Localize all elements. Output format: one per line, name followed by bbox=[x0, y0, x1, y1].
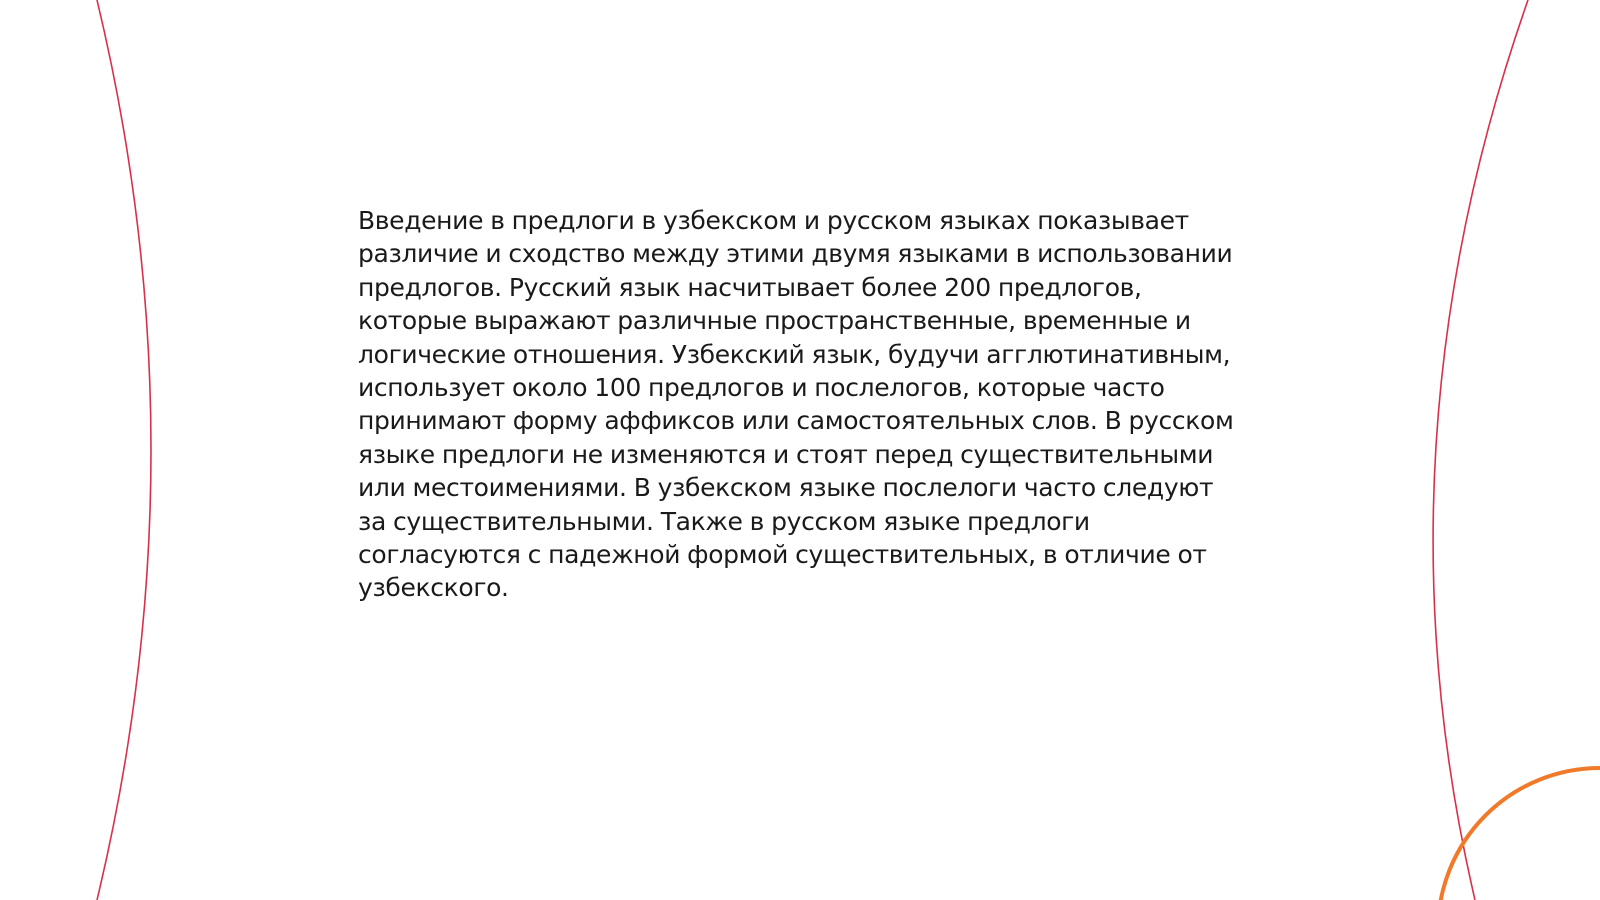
body-paragraph: Введение в предлоги в узбекском и русском языках показывает различие и сходство между этими двумя языками в использовании предлогов. Русский язык насчитывает более 200 предлогов, которые выражают различные пространственные, временные и логические отношения. Узбекский язык, будучи агглютинативным, использует около 100 предлогов и послелогов, которые часто принимают форму аффиксов или самостоятельных слов. В русском языке предлоги не изменяются и стоят перед существительными или местоимениями. В узбекском языке послелоги часто следуют за существительными. Также в русском языке предлоги согласуются с падежной формой существительных, в отличие от узбекского. bbox=[358, 206, 1234, 603]
right-curve-line bbox=[1433, 0, 1528, 900]
left-curve-line bbox=[97, 0, 151, 900]
accent-circle bbox=[1438, 768, 1600, 900]
